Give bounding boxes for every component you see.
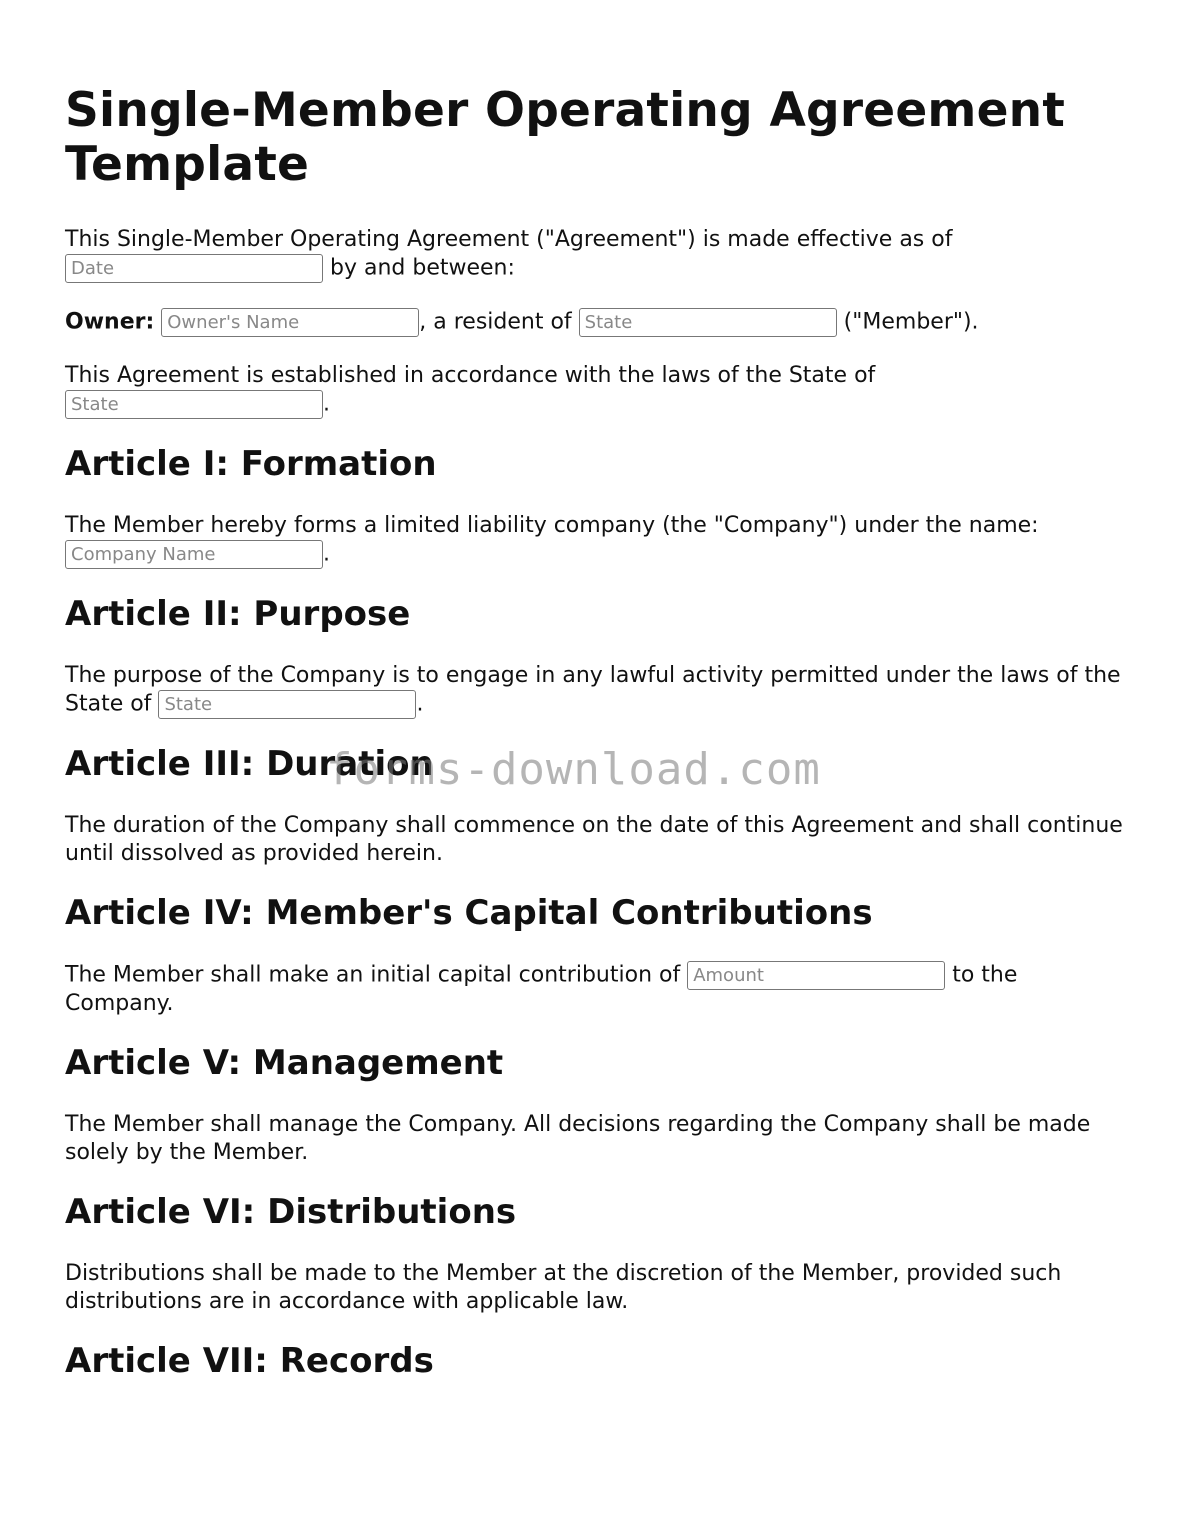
article-heading: Article VII: Records	[65, 1341, 434, 1381]
governing-state-input[interactable]	[65, 390, 323, 419]
article-records	[65, 1341, 1125, 1381]
article-heading: Article VI: Distributions	[65, 1192, 517, 1232]
laws-text: This Agreement is established in accordance with the laws of the State of	[65, 363, 876, 388]
article-purpose	[65, 594, 1125, 719]
article-text: The duration of the Company shall commence on the date of this Agreement and shall continue until dissolved as provided herein.	[65, 813, 1123, 866]
owner-label: Owner:	[65, 309, 155, 335]
capital-text: The Member shall make an initial capital contribution of	[65, 962, 688, 988]
article-formation	[65, 444, 1125, 569]
purpose-state-input[interactable]	[158, 690, 416, 719]
intro-paragraph	[65, 226, 1125, 283]
article-heading: Article III: Duration	[65, 744, 434, 784]
purpose-text: The purpose of the Company is to engage in any lawful activity permitted under the laws of the State of	[65, 663, 1121, 717]
owner-state-input[interactable]	[579, 308, 837, 337]
article-management	[65, 1043, 1125, 1167]
laws-paragraph	[65, 362, 1125, 419]
article-duration	[65, 744, 1125, 868]
intro-text-after: by and between:	[323, 255, 515, 281]
article-text	[65, 512, 1125, 569]
article-heading: Article I: Formation	[65, 444, 437, 484]
article-heading: Article IV: Member's Capital Contributions	[65, 893, 873, 933]
article-text: The Member shall manage the Company. All decisions regarding the Company shall be made solely by the Member.	[65, 1112, 1091, 1165]
owner-name-input[interactable]	[161, 308, 419, 337]
formation-end: .	[323, 541, 330, 567]
owner-member-text: ("Member").	[836, 309, 979, 335]
watermark: forms-download.com	[326, 744, 821, 795]
page-title: Single-Member Operating Agreement Template	[65, 83, 1065, 192]
article-text: Distributions shall be made to the Member at the discretion of the Member, provided such distributions are in accordance with applicable law.	[65, 1261, 1062, 1314]
document-page	[65, 84, 1125, 1409]
article-text	[65, 662, 1125, 719]
date-input[interactable]	[65, 254, 323, 283]
capital-text-after: to the Company.	[65, 962, 1018, 1016]
laws-end: .	[323, 391, 330, 417]
intro-text: This Single-Member Operating Agreement ("Agreement") is made effective as of	[65, 227, 953, 252]
article-heading: Article V: Management	[65, 1043, 504, 1083]
article-text	[65, 961, 1125, 1018]
article-capital	[65, 893, 1125, 1018]
purpose-end: .	[416, 691, 424, 717]
owner-paragraph	[65, 308, 1125, 337]
article-heading: Article II: Purpose	[65, 594, 411, 634]
company-name-input[interactable]	[65, 540, 323, 569]
formation-text: The Member hereby forms a limited liability company (the "Company") under the name:	[65, 513, 1039, 538]
amount-input[interactable]	[687, 961, 945, 990]
article-distributions	[65, 1192, 1125, 1316]
owner-resident-text: , a resident of	[419, 309, 579, 335]
